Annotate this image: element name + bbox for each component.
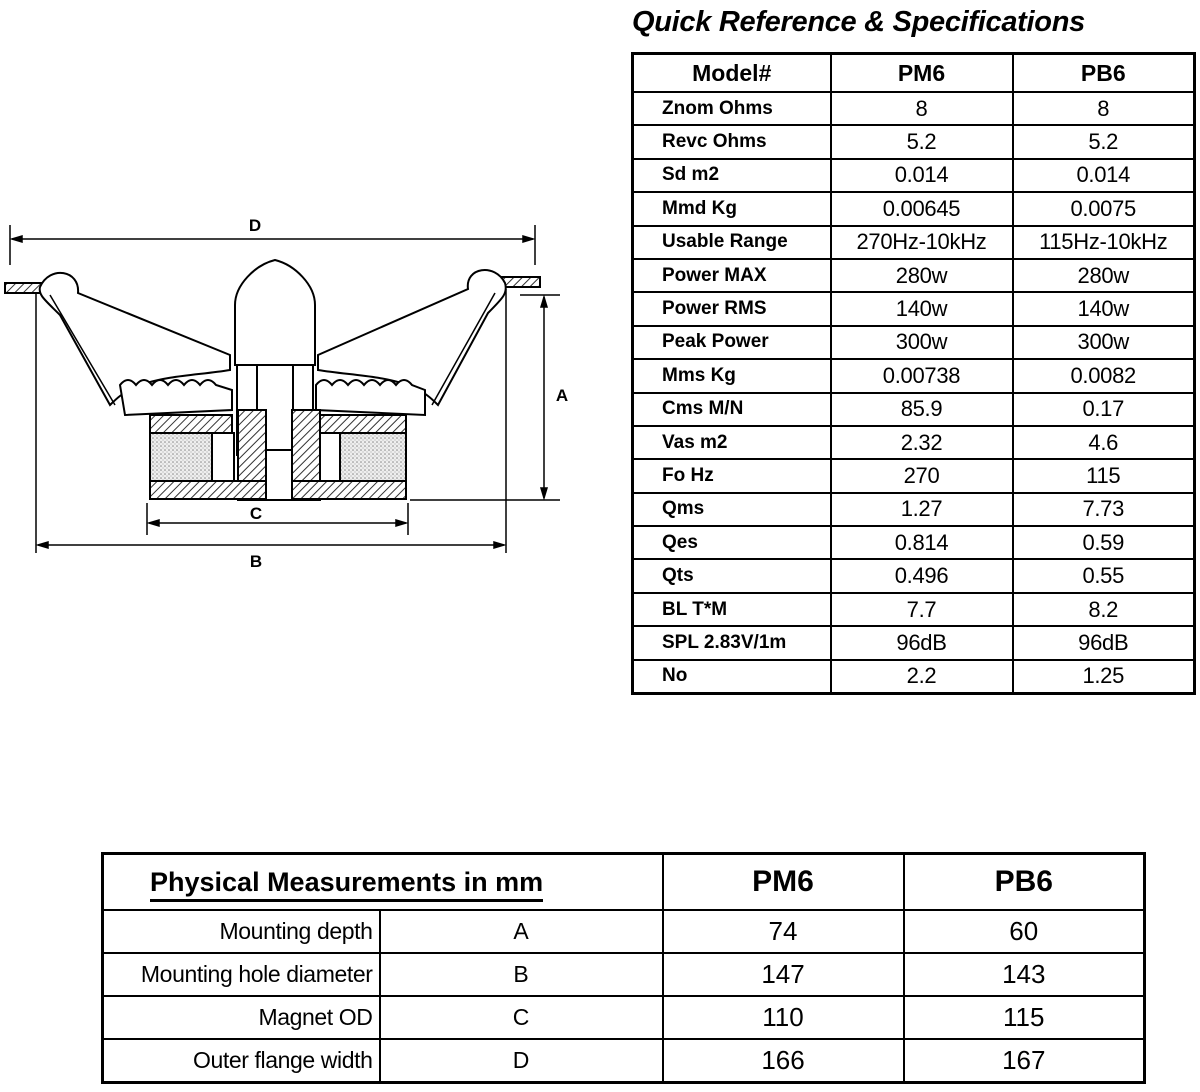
spec-value-pm6: 280w [831, 259, 1013, 292]
dimension-label-b: B [249, 552, 263, 571]
spec-value-pb6: 0.17 [1013, 393, 1195, 426]
spec-value-pm6: 1.27 [831, 493, 1013, 526]
spec-label: Usable Range [633, 226, 831, 259]
physical-header-pm6: PM6 [663, 854, 904, 911]
physical-title: Physical Measurements in mm [103, 854, 663, 911]
physical-header-pb6: PB6 [904, 854, 1145, 911]
spec-value-pb6: 0.0075 [1013, 192, 1195, 225]
spec-label: Znom Ohms [633, 92, 831, 125]
spec-row [633, 259, 1195, 292]
spec-value-pm6: 270Hz-10kHz [831, 226, 1013, 259]
spec-value-pm6: 5.2 [831, 125, 1013, 158]
spec-row [633, 459, 1195, 492]
spec-label: Mms Kg [633, 359, 831, 392]
spec-value-pm6: 96dB [831, 626, 1013, 659]
dimension-d [10, 225, 535, 265]
spec-header-model: Model# [633, 54, 831, 93]
spec-title: Quick Reference & Specifications [632, 6, 1085, 38]
dimension-label-d: D [248, 216, 262, 235]
spec-value-pb6: 280w [1013, 259, 1195, 292]
spec-label: Power MAX [633, 259, 831, 292]
physical-value-pb6: 60 [904, 910, 1145, 953]
spec-row [633, 493, 1195, 526]
spec-row [633, 393, 1195, 426]
physical-row [103, 953, 1145, 996]
spec-row [633, 359, 1195, 392]
spec-label: BL T*M [633, 593, 831, 626]
spec-value-pm6: 0.00645 [831, 192, 1013, 225]
physical-label: Mounting depth [103, 910, 380, 953]
spec-row [633, 593, 1195, 626]
speaker-cross-section-diagram [0, 205, 590, 575]
spec-body [633, 92, 1195, 694]
spec-row [633, 526, 1195, 559]
spec-label: Revc Ohms [633, 125, 831, 158]
spec-value-pb6: 115Hz-10kHz [1013, 226, 1195, 259]
spec-label: Peak Power [633, 326, 831, 359]
physical-row [103, 996, 1145, 1039]
spec-header-row [633, 54, 1195, 93]
physical-label: Magnet OD [103, 996, 380, 1039]
spec-row [633, 226, 1195, 259]
spec-label: No [633, 660, 831, 694]
spec-row [633, 125, 1195, 158]
spec-value-pb6: 96dB [1013, 626, 1195, 659]
spec-header-pm6: PM6 [831, 54, 1013, 93]
physical-value-pm6: 74 [663, 910, 904, 953]
spec-value-pm6: 7.7 [831, 593, 1013, 626]
spec-label: Vas m2 [633, 426, 831, 459]
spec-value-pb6: 8.2 [1013, 593, 1195, 626]
spec-value-pm6: 2.2 [831, 660, 1013, 694]
physical-dimension-letter: C [380, 996, 663, 1039]
spec-value-pb6: 8 [1013, 92, 1195, 125]
spec-value-pm6: 140w [831, 292, 1013, 325]
physical-value-pb6: 167 [904, 1039, 1145, 1083]
spec-header-pb6: PB6 [1013, 54, 1195, 93]
spec-value-pb6: 300w [1013, 326, 1195, 359]
spec-row [633, 192, 1195, 225]
spec-label: Qts [633, 559, 831, 592]
spec-label: Power RMS [633, 292, 831, 325]
physical-dimension-letter: A [380, 910, 663, 953]
spec-value-pm6: 0.00738 [831, 359, 1013, 392]
spec-row [633, 559, 1195, 592]
spec-row [633, 92, 1195, 125]
spec-label: Qes [633, 526, 831, 559]
physical-value-pm6: 166 [663, 1039, 904, 1083]
spec-value-pb6: 0.59 [1013, 526, 1195, 559]
dimension-label-a: A [555, 386, 569, 405]
spec-row [633, 426, 1195, 459]
spec-value-pb6: 0.014 [1013, 159, 1195, 192]
physical-header-row [103, 854, 1145, 911]
physical-measurements-table [101, 852, 1146, 1084]
spec-value-pb6: 0.55 [1013, 559, 1195, 592]
physical-body [103, 910, 1145, 1083]
spec-value-pb6: 140w [1013, 292, 1195, 325]
physical-value-pm6: 110 [663, 996, 904, 1039]
physical-label: Outer flange width [103, 1039, 380, 1083]
spec-value-pb6: 115 [1013, 459, 1195, 492]
spec-row [633, 326, 1195, 359]
spec-label: Mmd Kg [633, 192, 831, 225]
spec-row [633, 626, 1195, 659]
physical-value-pb6: 115 [904, 996, 1145, 1039]
spec-value-pm6: 300w [831, 326, 1013, 359]
spec-table [631, 52, 1196, 695]
spec-value-pm6: 0.496 [831, 559, 1013, 592]
physical-dimension-letter: B [380, 953, 663, 996]
dimension-label-c: C [249, 504, 263, 523]
spec-label: Cms M/N [633, 393, 831, 426]
spec-value-pm6: 2.32 [831, 426, 1013, 459]
physical-label: Mounting hole diameter [103, 953, 380, 996]
spec-row [633, 660, 1195, 694]
spec-value-pm6: 0.014 [831, 159, 1013, 192]
spec-value-pm6: 270 [831, 459, 1013, 492]
spec-value-pm6: 85.9 [831, 393, 1013, 426]
physical-value-pm6: 147 [663, 953, 904, 996]
spec-label: Qms [633, 493, 831, 526]
spec-label: Fo Hz [633, 459, 831, 492]
spec-row [633, 292, 1195, 325]
physical-row [103, 1039, 1145, 1083]
spec-value-pb6: 0.0082 [1013, 359, 1195, 392]
dimension-c [147, 503, 408, 535]
spec-value-pb6: 4.6 [1013, 426, 1195, 459]
spec-label: Sd m2 [633, 159, 831, 192]
spec-value-pb6: 1.25 [1013, 660, 1195, 694]
speaker-body [5, 260, 540, 500]
spec-value-pm6: 0.814 [831, 526, 1013, 559]
spec-value-pm6: 8 [831, 92, 1013, 125]
physical-dimension-letter: D [380, 1039, 663, 1083]
physical-value-pb6: 143 [904, 953, 1145, 996]
spec-label: SPL 2.83V/1m [633, 626, 831, 659]
spec-value-pb6: 7.73 [1013, 493, 1195, 526]
spec-value-pb6: 5.2 [1013, 125, 1195, 158]
spec-row [633, 159, 1195, 192]
physical-row [103, 910, 1145, 953]
